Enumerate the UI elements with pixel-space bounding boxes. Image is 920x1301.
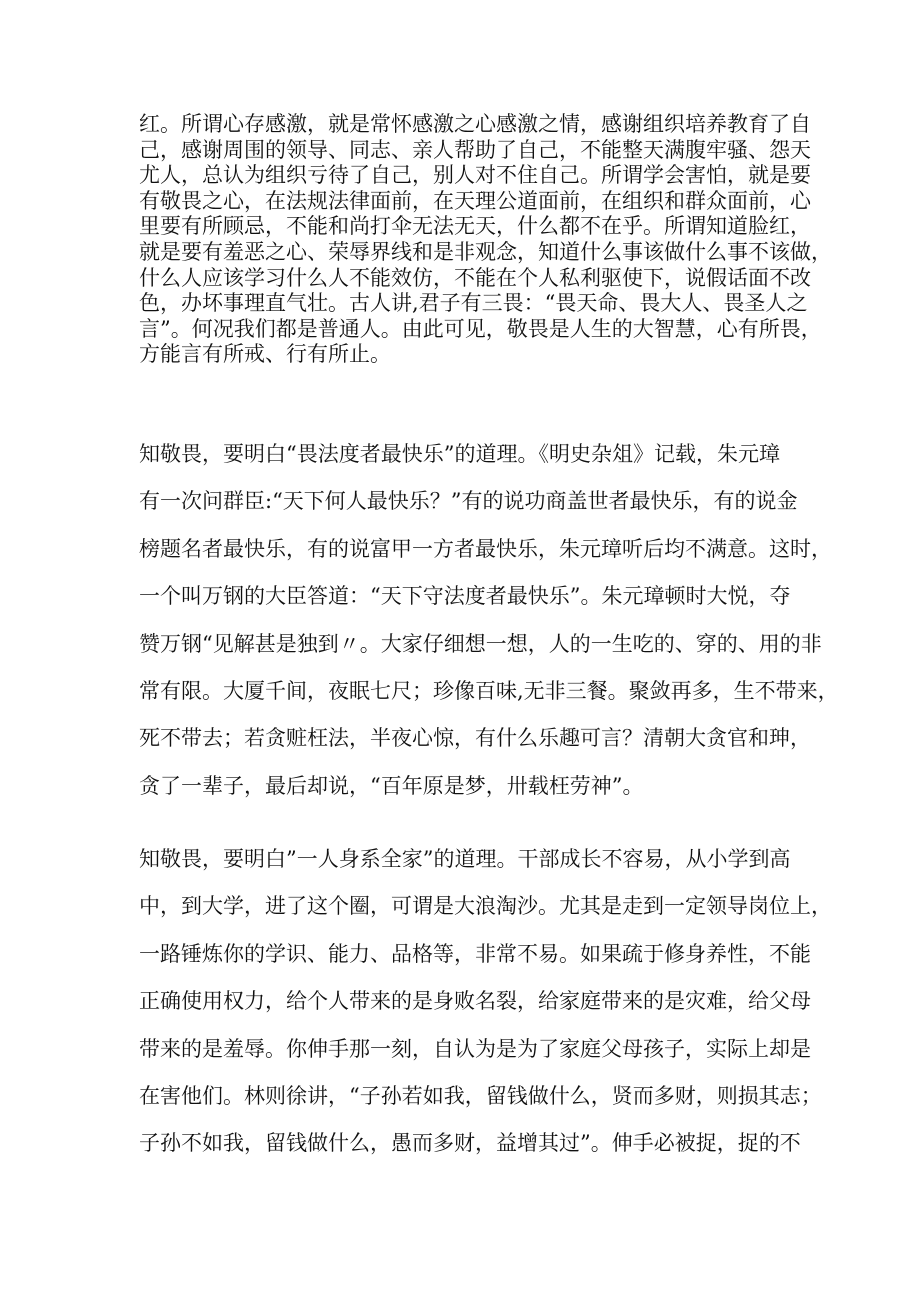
text-line: 贪了一辈子，最后却说，“百年原是梦，卅载枉劳神”。 [139,773,644,798]
text-line: 什么人应该学习什么人不能效仿，不能在个人私利驱使下，说假话面不改 [139,265,811,290]
text-line: 一个叫万钢的大臣答道：“天下守法度者最快乐”。朱元璋顿时大悦，夺 [139,584,791,609]
text-line: 死不带去；若贪赃枉法，半夜心惊，有什么乐趣可言？清朝大贪官和珅， [139,726,811,751]
text-line: 榜题名者最快乐，有的说富甲一方者最快乐，朱元璋听后均不满意。这时， [139,536,832,561]
paragraph-law-happiness [139,431,839,810]
text-line: 言”。何况我们都是普通人。由此可见，敬畏是人生的大智慧，心有所畏， [139,316,822,341]
text-line: 知敬畏，要明白”一人身系全家”的道理。干部成长不容易，从小学到高 [139,847,791,871]
text-line: 在害他们。林则徐讲，“子孙若如我，留钱做什么，贤而多财，则损其志； [139,1084,822,1109]
text-line: 就是要有羞恶之心、荣辱界线和是非观念，知道什么事该做什么事不该做， [139,239,832,264]
text-line: 方能言有所戒、行有所止。 [139,342,391,367]
text-line: 子孙不如我，留钱做什么，愚而多财，益增其过”。伸手必被捉，捉的不 [139,1131,801,1156]
text-line: 红。所谓心存感激，就是常怀感激之心感激之情，感谢组织培养教育了自 [139,112,811,136]
text-line: 色，办坏事理直气壮。古人讲,君子有三畏：“畏天命、畏大人、畏圣人之 [139,291,808,316]
paragraph-gratitude-fear-shame [139,112,832,368]
text-line: 己，感谢周围的领导、同志、亲人帮助了自己，不能整天满腹牢骚、怨天 [139,137,811,162]
text-line: 里要有所顾忌，不能和尚打伞无法无天，什么都不在乎。所谓知道脸红， [139,214,811,239]
text-line: 中，到大学，进了这个圈，可谓是大浪淘沙。尤其是走到一定领导岗位上， [139,894,832,919]
paragraph-family-responsibility [139,836,832,1168]
text-line: 知敬畏，要明白“畏法度者最快乐”的道理。《明史杂俎》记载，朱元璋 [139,442,780,466]
text-line: 有敬畏之心，在法规法律面前，在天理公道面前，在组织和群众面前，心 [139,188,811,213]
text-line: 尤人，总认为组织亏待了自己，别人对不住自己。所谓学会害怕，就是要 [139,163,811,188]
text-line: 常有限。大厦千间，夜眠七尺；珍像百味,无非三餐。聚敛再多，生不带来， [139,679,839,704]
text-line: 赞万钢“见解甚是独到〃。大家仔细想一想，人的一生吃的、穿的、用的非 [139,631,822,656]
text-line: 有一次问群臣:“天下何人最快乐？”有的说功商盖世者最快乐，有的说金 [139,489,798,514]
text-line: 带来的是羞辱。你伸手那一刻，自认为是为了家庭父母孩子，实际上却是 [139,1036,811,1061]
text-line: 正确使用权力，给个人带来的是身败名裂，给家庭带来的是灾难，给父母 [139,989,811,1014]
text-line: 一路锤炼你的学识、能力、品格等，非常不易。如果疏于修身养性，不能 [139,941,811,966]
